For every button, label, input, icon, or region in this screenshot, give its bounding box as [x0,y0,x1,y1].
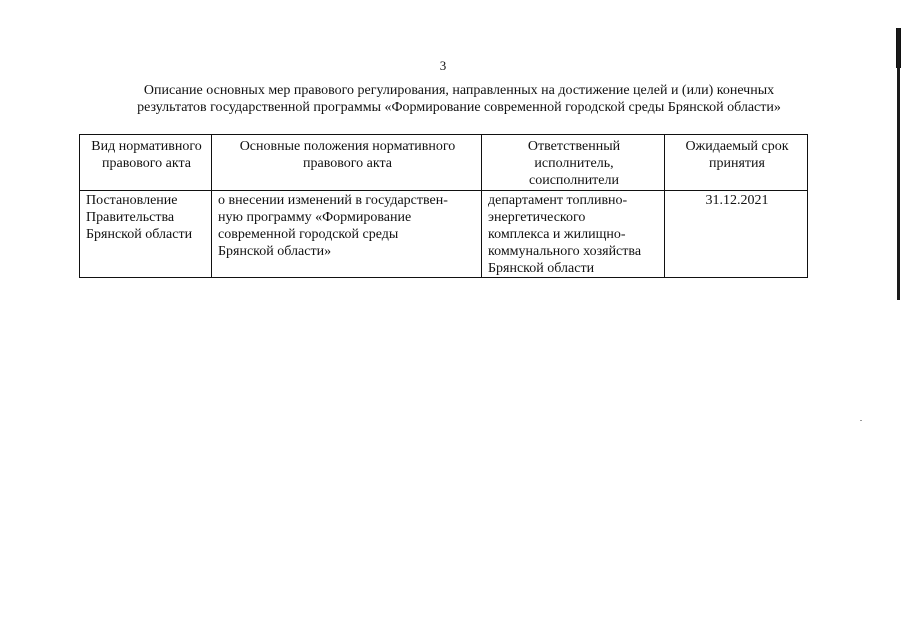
page-number: 3 [439,58,447,73]
cell-line: комплекса и жилищно- [488,227,626,242]
cell-line: энергетического [488,210,586,225]
table-row [80,191,808,278]
header-line: соисполнители [528,173,619,188]
cell-line: Брянской области [488,261,595,276]
table-header-row [80,135,808,191]
cell-line: Брянской области [86,227,193,242]
cell-line: Брянской области» [218,244,332,259]
cell-line: коммунального хозяйства [488,244,642,259]
cell-line: 31.12.2021 [705,193,769,208]
cell-line: департамент топливно- [488,193,628,208]
cell-act-type [80,191,212,278]
header-line: правового акта [303,156,392,171]
scan-edge-mark [897,28,900,300]
header-line: Вид нормативного [91,139,202,154]
cell-responsible-executor [482,191,665,278]
header-act-type [80,135,212,191]
header-line: Ожидаемый срок [685,139,789,154]
title-line: Описание основных мер правового регулирования, направленных на достижение целей и (или) конечных [143,83,775,98]
header-line: исполнитель, [534,156,614,171]
cell-line: современной городской среды [218,227,399,242]
header-responsible-executor [482,135,665,191]
cell-line: ную программу «Формирование [218,210,412,225]
cell-line: Постановление [86,193,178,208]
cell-expected-date [665,191,808,278]
title-line: результатов государственной программы «Формирование современной городской среды Брянской области» [137,99,781,115]
regulation-measures-table [79,134,808,278]
header-line: принятия [709,156,765,171]
cell-line: Правительства [86,210,175,225]
document-title [59,83,859,116]
header-line: Ответственный [527,139,621,154]
header-main-provisions [212,135,482,191]
header-line: правового акта [102,156,191,171]
cell-main-provisions [212,191,482,278]
header-line: Основные положения нормативного [239,139,456,154]
scan-dust-dot [860,420,862,421]
cell-line: о внесении изменений в государствен- [218,193,448,208]
header-expected-date [665,135,808,191]
